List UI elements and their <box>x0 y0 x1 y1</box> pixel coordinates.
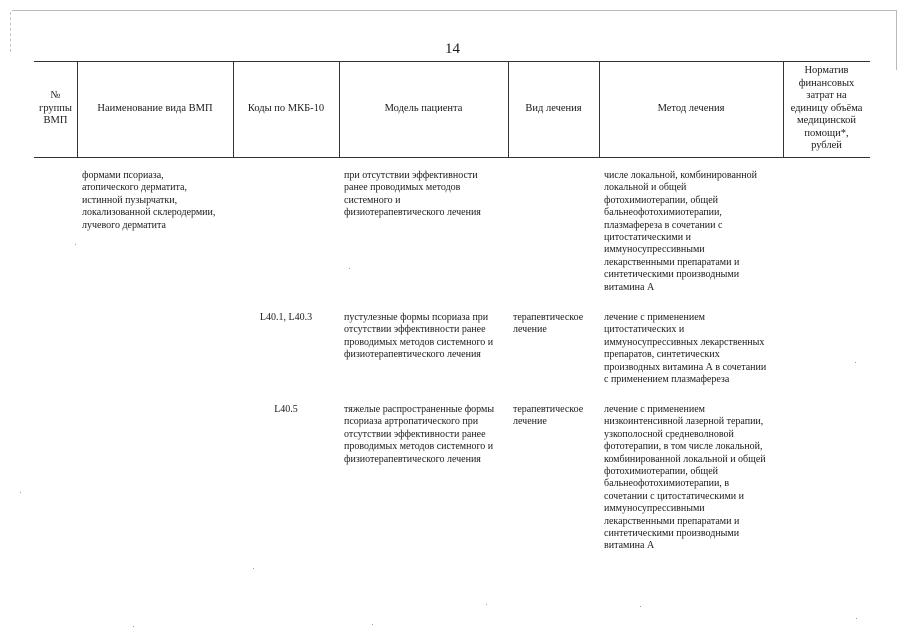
header-bottom-rule <box>34 157 870 158</box>
scan-speck <box>486 604 487 605</box>
row-3-treatment-method: лечение с применением низкоинтенсивной лазерной терапии, узкополосной средневолновой фототерапии, в том числе локальной, комбинированной локальной и общей фотохимиотерапии, общей бальнеофотохимиотерапии, в сочетании с цитостатическими и иммуносупрессивными лекарственными препаратами и синтетическими производными витамина А <box>604 404 766 552</box>
scan-speck <box>855 362 856 363</box>
row-1-treatment-method: числе локальной, комбинированной локальной и общей фотохимиотерапии, общей бальнеофотохимиотерапии, плазмафереза в сочетании с цитостатическими и иммуносупрессивными лекарственными препаратами и синтетическими производными витамина А <box>604 170 757 293</box>
header-cost-norm: Норматив финансовых затрат на единицу объёма медицинской помощи*, рублей <box>790 65 863 152</box>
page-number: 14 <box>445 41 460 57</box>
scan-speck <box>372 624 373 625</box>
scan-speck <box>75 244 76 245</box>
row-2-treatment-type: терапевтическое лечение <box>513 312 584 336</box>
row-2-mkb-codes: L40.1, L40.3 <box>259 312 313 323</box>
row-3-patient-model: тяжелые распространенные формы псориаза артропатического при отсутствии эффективности ранее проводимых методов системного и физиотерапевтического лечения <box>344 404 495 465</box>
scan-frame-top <box>12 10 896 11</box>
header-treatment-method: Метод лечения <box>657 102 725 114</box>
header-vmp-name: Наименование вида ВМП <box>97 102 213 114</box>
scan-speck <box>856 618 857 619</box>
row-2-patient-model: пустулезные формы псориаза при отсутствии эффективности ранее проводимых методов системного и физиотерапевтического лечения <box>344 312 494 361</box>
scan-speck <box>349 268 350 269</box>
row-3-mkb-codes: L40.5 <box>274 404 298 415</box>
header-treatment-type: Вид лечения <box>525 102 582 114</box>
scan-speck <box>20 492 21 493</box>
scan-speck <box>133 626 134 627</box>
header-mkb-codes: Коды по МКБ-10 <box>247 102 325 114</box>
scan-speck <box>253 568 254 569</box>
scan-speck <box>640 606 641 607</box>
header-group-no: № группы ВМП <box>39 90 72 127</box>
row-2-treatment-method: лечение с применением цитостатических и иммуносупрессивных лекарственных препаратов, синтетических производных витамина А в сочетании с применением плазмафереза <box>604 312 767 386</box>
header-patient-model: Модель пациента <box>384 102 463 114</box>
row-1-patient-model: при отсутствии эффективности ранее проводимых методов системного и физиотерапевтического лечения <box>344 170 481 219</box>
row-1-vmp-name: формами псориаза, атопического дерматита, истинной пузырчатки, локализованной склеродермии, лучевого дерматита <box>82 170 216 231</box>
row-3-treatment-type: терапевтическое лечение <box>513 404 584 428</box>
